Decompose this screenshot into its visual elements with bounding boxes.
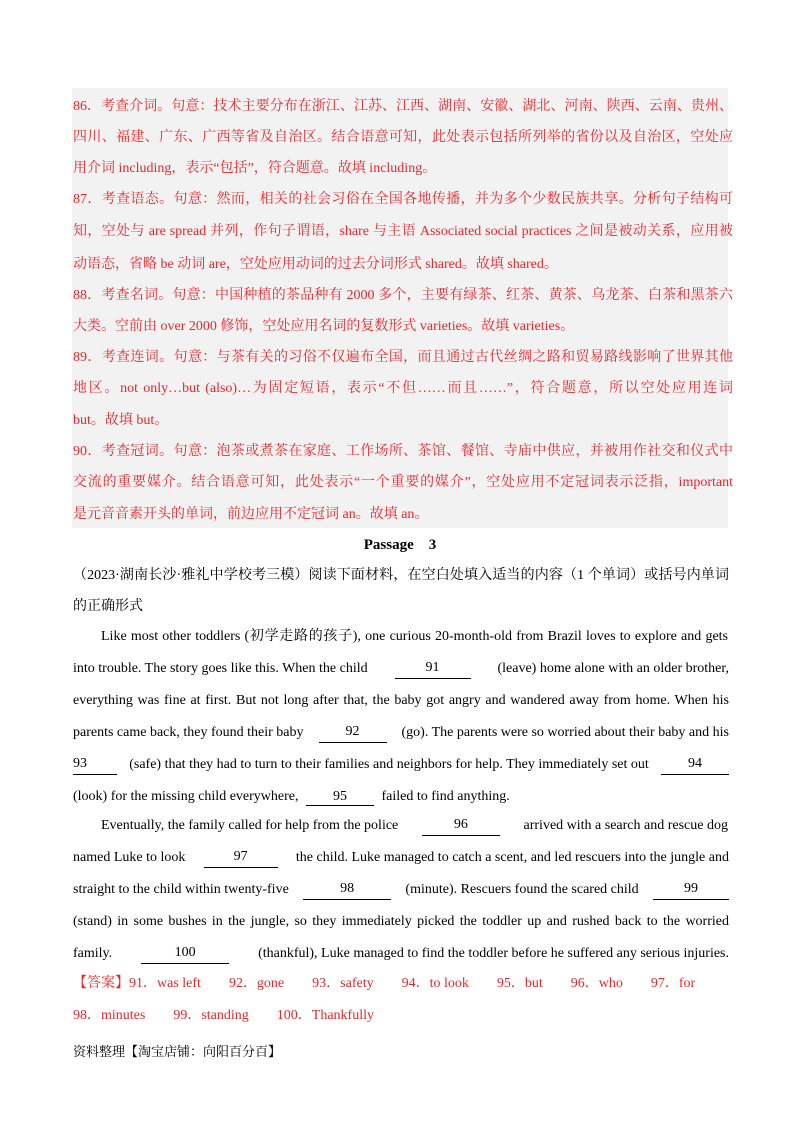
explanation-line: 四川、福建、广东、广西等省及自治区。结合语意可知，此处表示包括所列举的省份以及自治区，空处应 [73, 130, 733, 145]
blank-95[interactable]: 95 [306, 788, 374, 806]
blank-93[interactable]: 93 [73, 755, 117, 775]
passage-line [73, 848, 729, 868]
explanation-line: 大类。空前由 over 2000 修饰，空处应用名词的复数形式 varieties。故填 varieties。 [73, 319, 575, 334]
passage-line [73, 723, 729, 743]
blank-99[interactable]: 99 [653, 880, 729, 900]
text-segment: (safe) that they had to turn to their families and neighbors for help. They immediately set out [129, 757, 649, 772]
text-segment: (leave) home alone with an older brother, [497, 661, 729, 676]
answer-item: 【答案】91．was left [73, 976, 201, 991]
passage-line [73, 659, 729, 679]
answer-item: 100．Thankfully [276, 1008, 375, 1023]
answer-line [73, 1006, 402, 1026]
explanation-line: 87．考查语态。句意：然而，相关的社会习俗在全国各地传播，并为多个少数民族共享。分析句子结构可 [73, 192, 733, 207]
blank-97[interactable]: 97 [204, 848, 278, 868]
answer-item: 96．who [570, 976, 623, 991]
instruction-line: 的正确形式 [73, 599, 143, 614]
text-segment: straight to the child within twenty-five [73, 882, 289, 897]
explanation-line: 是元音音素开头的单词，前边应用不定冠词 an。故填 an。 [73, 507, 429, 522]
answer-item: 92．gone [228, 976, 285, 991]
text-segment: failed to find anything. [381, 789, 510, 804]
answer-item: 95．but [496, 976, 543, 991]
passage-line: (stand) in some bushes in the jungle, so they immediately picked the toddler up and rushed back to the worried [73, 914, 729, 929]
passage-line [73, 755, 729, 775]
passage-line [73, 880, 729, 900]
blank-92[interactable]: 92 [319, 723, 387, 743]
text-segment: Eventually, the family called for help from the police [101, 818, 399, 833]
answer-item: 99．standing [173, 1008, 249, 1023]
blank-98[interactable]: 98 [303, 880, 391, 900]
text-segment: (go). The parents were so worried about their baby and his [401, 725, 729, 740]
explanation-line: 88．考查名词。句意：中国种植的茶品种有 2000 多个，主要有绿茶、红茶、黄茶、乌龙茶、白茶和黑茶六 [73, 288, 733, 303]
instruction-line: （2023·湖南长沙·雅礼中学校考三模）阅读下面材料，在空白处填入适当的内容（1 个单词）或括号内单词 [73, 568, 729, 583]
explanation-line: 地区。not only…but (also)…为固定短语，表示“不但……而且……”，符合题意，所以空处应用连词 [73, 381, 733, 396]
answer-item: 98．minutes [73, 1008, 146, 1023]
answer-item: 97．for [650, 976, 696, 991]
blank-100[interactable]: 100 [141, 944, 229, 964]
text-segment: (look) for the missing child everywhere, [73, 789, 299, 804]
footer-note: 资料整理【淘宝店铺：向阳百分百】 [73, 1045, 282, 1060]
explanation-line: 用介词 including，表示“包括”，符合题意。故填 including。 [73, 161, 437, 176]
text-segment: (thankful), Luke managed to find the toddler before he suffered any serious injuries. [258, 946, 729, 961]
text-segment: into trouble. The story goes like this. When the child [73, 661, 368, 676]
explanation-line: 知，空处与 are spread 并列，作句子谓语，share 与主语 Associated social practices 之间是被动关系，应用被 [73, 224, 733, 239]
passage-line [73, 944, 729, 964]
text-segment: named Luke to look [73, 850, 186, 865]
answer-item: 93．safety [312, 976, 374, 991]
passage-line [101, 816, 728, 836]
passage-line: Like most other toddlers (初学走路的孩子), one curious 20-month-old from Brazil loves to explore and gets [101, 629, 728, 644]
explanation-line: 动语态，省略 be 动词 are，空处应用动词的过去分词形式 shared。故填 shared。 [73, 257, 558, 272]
blank-91[interactable]: 91 [395, 659, 471, 679]
explanation-line: 交流的重要媒介。结合语意可知，此处表示“一个重要的媒介”，空处应用不定冠词表示泛指，important [73, 475, 733, 490]
text-segment: family. [73, 946, 113, 961]
explanation-line: 86．考查介词。句意：技术主要分布在浙江、江苏、江西、湖南、安徽、湖北、河南、陕西、云南、贵州、 [73, 99, 733, 114]
blank-96[interactable]: 96 [422, 816, 500, 836]
passage-line [73, 787, 510, 807]
passage-title: Passage 3 [363, 537, 437, 553]
explanation-line: 89．考查连词。句意：与茶有关的习俗不仅遍布全国，而且通过古代丝绸之路和贸易路线影响了世界其他 [73, 350, 733, 365]
explanation-box [72, 88, 728, 528]
explanation-line: but。故填 but。 [73, 413, 169, 428]
explanation-line: 90．考查冠词。句意：泡茶或煮茶在家庭、工作场所、茶馆、餐馆、寺庙中供应，并被用作社交和仪式中 [73, 444, 733, 459]
blank-94[interactable]: 94 [661, 755, 729, 775]
text-segment: the child. Luke managed to catch a scent, and led rescuers into the jungle and [295, 850, 729, 865]
text-segment: parents came back, they found their baby [73, 725, 304, 740]
text-segment: (minute). Rescuers found the scared child [405, 882, 639, 897]
answer-line [73, 974, 695, 994]
text-segment: arrived with a search and rescue dog [523, 818, 728, 833]
passage-line: everything was fine at first. But not long after that, the baby got angry and wandered away from home. When his [73, 693, 729, 708]
answer-item: 94．to look [401, 976, 469, 991]
